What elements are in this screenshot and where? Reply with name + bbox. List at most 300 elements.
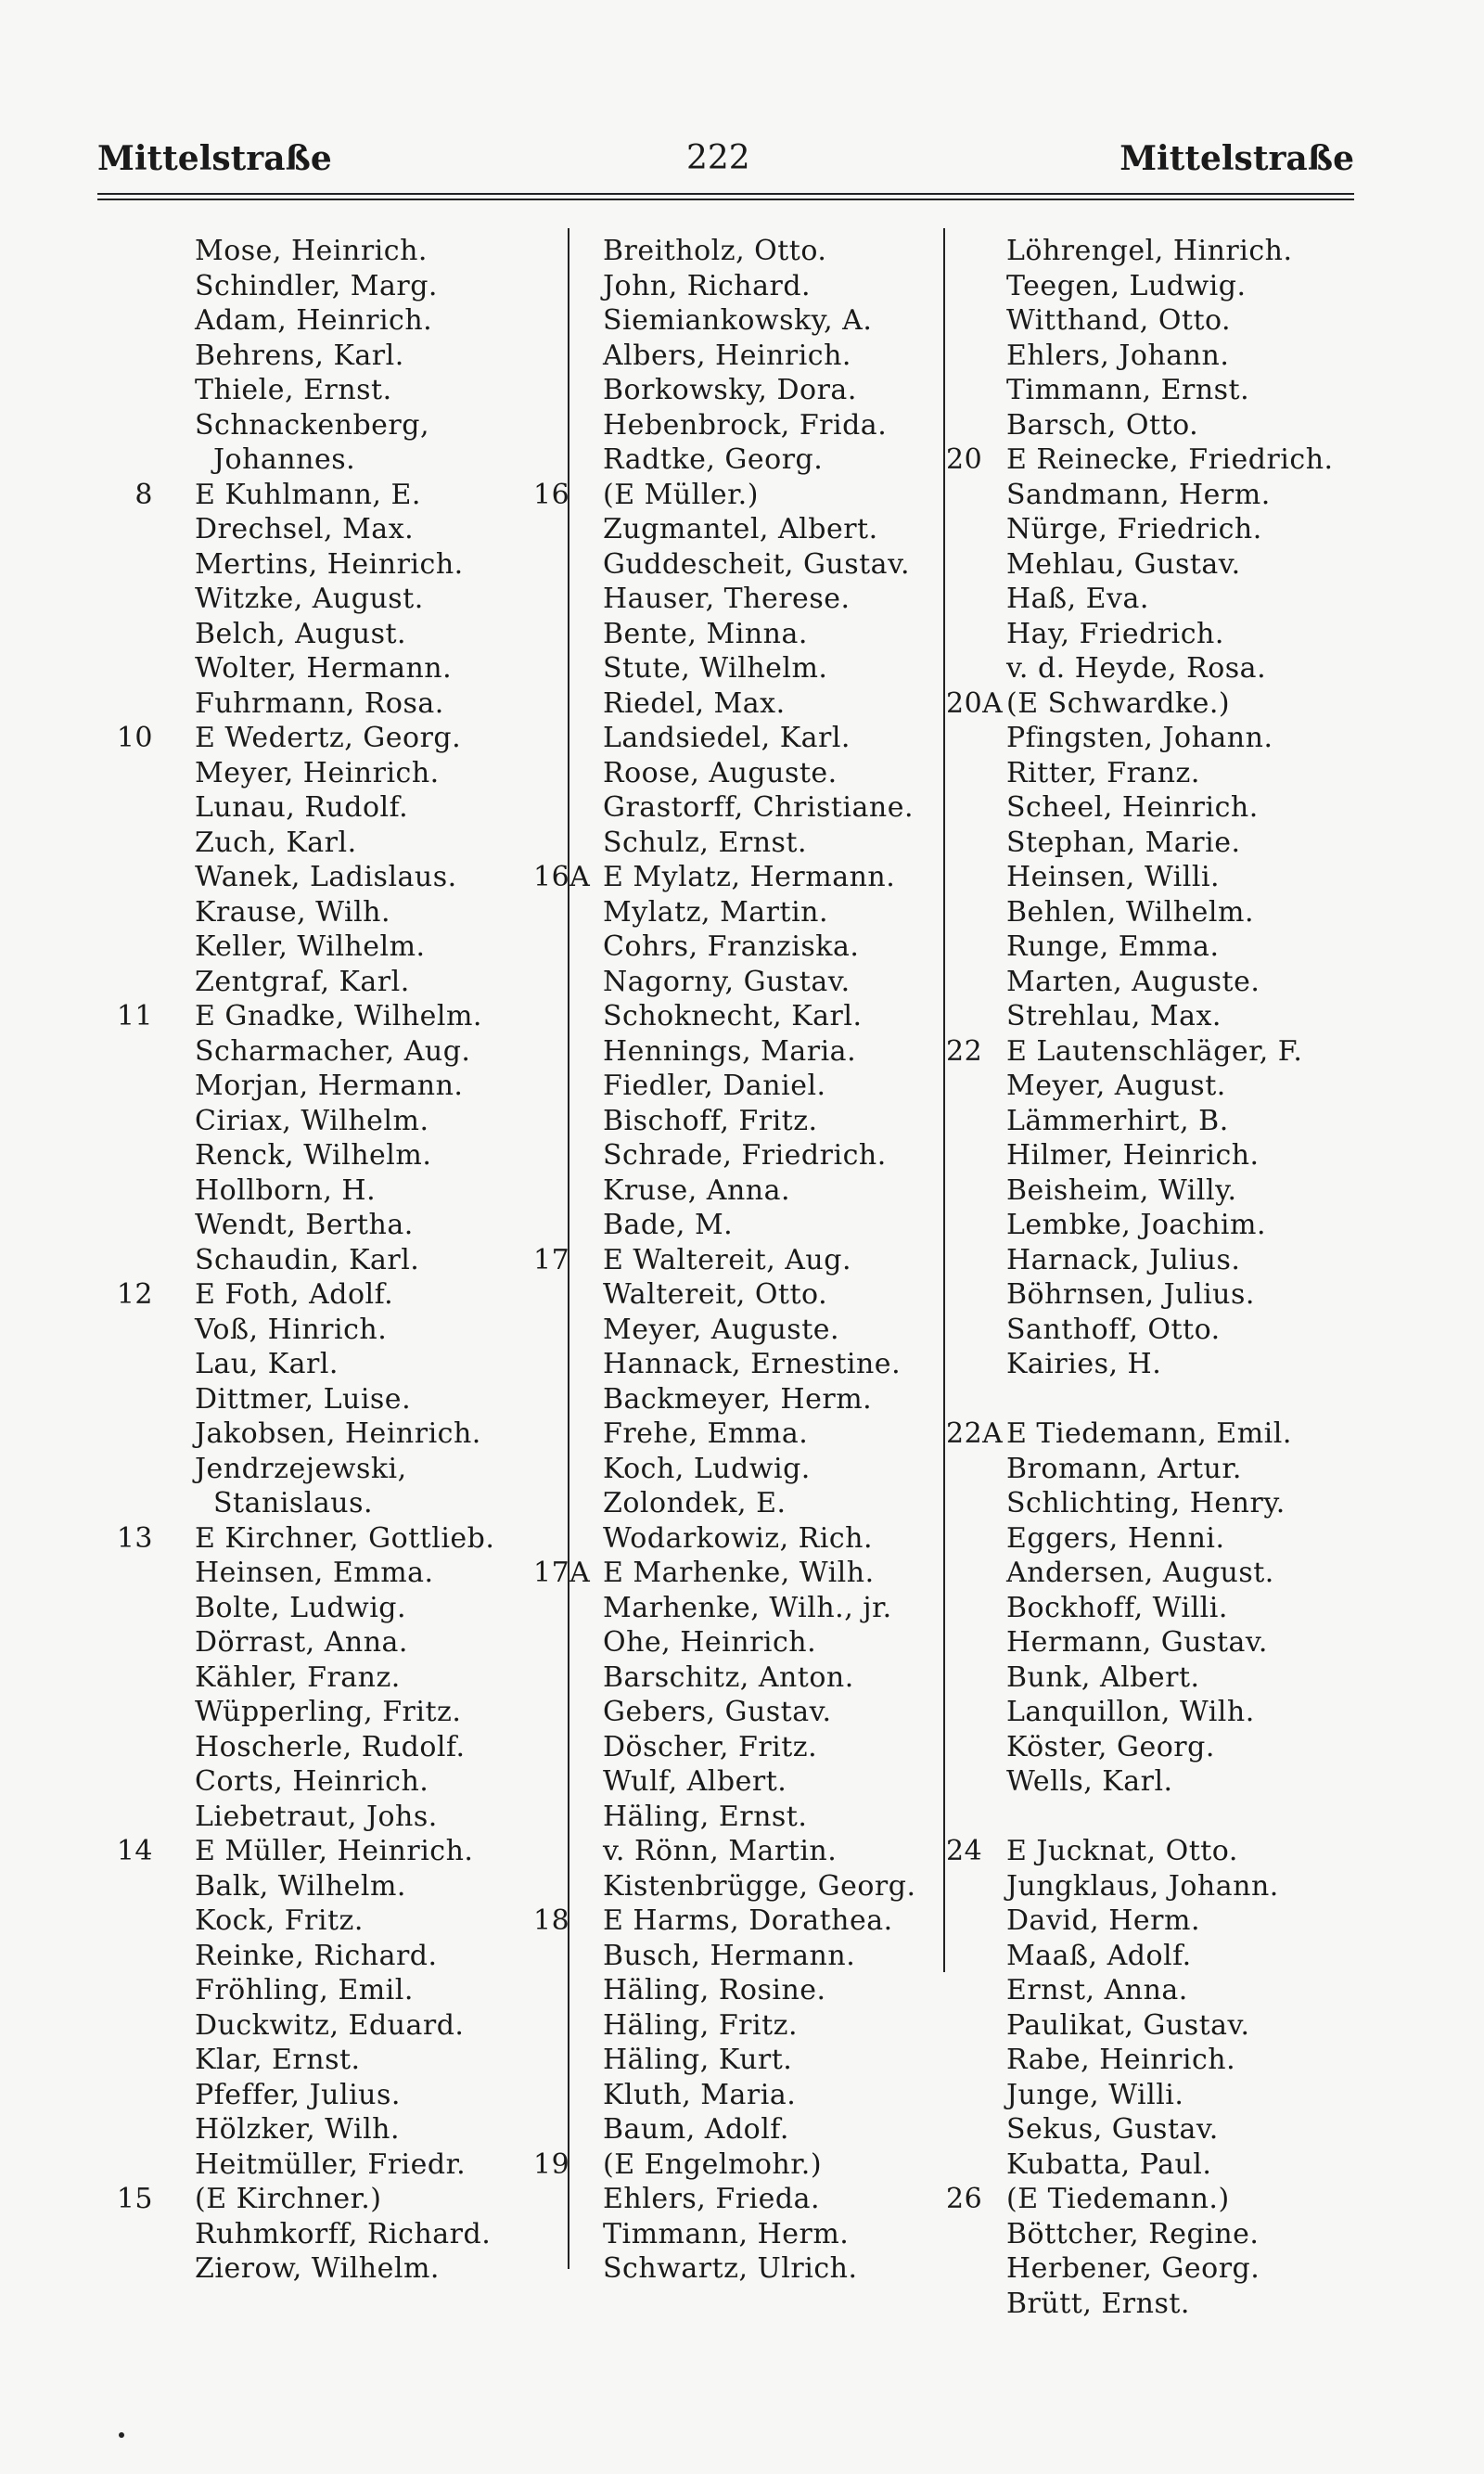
resident-name: Bockhoff, Willi. (1006, 1591, 1228, 1624)
directory-entry (946, 1173, 1410, 1209)
resident-name: Stute, Wilhelm. (603, 652, 828, 685)
resident-name: Hermann, Gustav. (1006, 1626, 1268, 1659)
directory-entry (93, 1660, 556, 1696)
resident-name: Böhrnsen, Julius. (1006, 1278, 1255, 1311)
resident-name: Bischoff, Fritz. (603, 1104, 818, 1137)
directory-entry (93, 756, 556, 791)
resident-name: Schindler, Marg. (195, 269, 438, 302)
directory-entry (946, 1138, 1410, 1173)
directory-entry (533, 826, 951, 861)
resident-name: Ciriax, Wilhelm. (195, 1104, 429, 1137)
directory-entry (93, 303, 556, 339)
resident-name: Marten, Auguste. (1006, 965, 1260, 998)
resident-name: Johannes. (213, 443, 356, 476)
resident-name: Ritter, Franz. (1006, 756, 1200, 789)
directory-entry (93, 1069, 556, 1104)
header-rule-bottom (97, 199, 1354, 200)
resident-name: Barsch, Otto. (1006, 408, 1199, 442)
resident-name: Lau, Karl. (195, 1348, 339, 1380)
resident-name: Wodarkowiz, Rich. (603, 1521, 874, 1555)
print-speck (119, 2432, 124, 2438)
directory-entry (946, 965, 1410, 1000)
resident-name: Zugmantel, Albert. (603, 513, 878, 545)
resident-name: (E Tiedemann.) (1006, 2183, 1230, 2215)
resident-name: Häling, Kurt. (603, 2044, 793, 2076)
resident-name: Grastorff, Christiane. (603, 791, 915, 824)
directory-entry (946, 478, 1410, 513)
directory-entry (946, 2147, 1410, 2183)
resident-name: Zuch, Karl. (195, 826, 357, 859)
resident-name: Runge, Emma. (1006, 930, 1220, 963)
directory-entry (533, 1764, 951, 1800)
directory-entry (533, 1173, 951, 1209)
resident-name: Dörrast, Anna. (195, 1626, 408, 1659)
directory-entry (533, 929, 951, 965)
directory-entry (946, 2182, 1410, 2217)
house-number: 22A (946, 1417, 1004, 1450)
directory-entry (946, 1660, 1410, 1696)
directory-entry (533, 2147, 951, 2183)
resident-name: E Harms, Dorathea. (603, 1904, 893, 1937)
directory-entry (533, 1104, 951, 1139)
directory-entry (93, 651, 556, 686)
resident-name: Belch, August. (195, 617, 407, 650)
resident-name: Sekus, Gustav. (1006, 2113, 1219, 2146)
directory-entry (93, 1382, 556, 1417)
resident-name: Kairies, H. (1006, 1348, 1162, 1380)
resident-name: Häling, Ernst. (603, 1800, 808, 1833)
directory-entry (946, 2112, 1410, 2147)
resident-name: Wüpperling, Fritz. (195, 1696, 462, 1728)
resident-name: Radtke, Georg. (603, 443, 824, 476)
directory-entry (93, 965, 556, 1000)
directory-entry (533, 1416, 951, 1452)
resident-name: E Jucknat, Otto. (1006, 1835, 1238, 1867)
directory-entry (533, 1556, 951, 1591)
resident-name: Hebenbrock, Frida. (603, 408, 888, 442)
header-rule-top (97, 193, 1354, 195)
resident-name: Hilmer, Heinrich. (1006, 1139, 1260, 1172)
directory-entry (946, 1625, 1410, 1660)
directory-entry (946, 2008, 1410, 2044)
directory-entry (533, 1069, 951, 1104)
resident-name: Santhoff, Otto. (1006, 1313, 1221, 1346)
directory-entry (533, 512, 951, 547)
directory-entry (946, 686, 1410, 722)
resident-name: Hay, Friedrich. (1006, 617, 1224, 650)
resident-name: Teegen, Ludwig. (1006, 269, 1247, 302)
directory-entry (533, 1904, 951, 1939)
directory-entry (533, 1834, 951, 1869)
directory-entry (93, 790, 556, 826)
resident-name: Ehlers, Johann. (1006, 339, 1230, 372)
directory-entry (946, 999, 1410, 1034)
directory-entry (533, 2078, 951, 2113)
resident-name: Roose, Auguste. (603, 756, 838, 789)
resident-name: Brütt, Ernst. (1006, 2287, 1190, 2320)
directory-entry (533, 999, 951, 1034)
resident-name: Herbener, Georg. (1006, 2252, 1260, 2285)
resident-name: E Lautenschläger, F. (1006, 1034, 1303, 1068)
directory-entry (93, 1625, 556, 1660)
resident-name: David, Herm. (1006, 1904, 1200, 1937)
directory-entry (533, 1521, 951, 1557)
directory-entry (946, 1904, 1410, 1939)
directory-entry (533, 756, 951, 791)
resident-name: (E Schwardke.) (1006, 686, 1231, 720)
directory-entry (533, 2008, 951, 2044)
resident-name: Jungklaus, Johann. (1006, 1869, 1279, 1903)
resident-name: Lembke, Joachim. (1006, 1209, 1267, 1241)
directory-entry (946, 512, 1410, 547)
directory-entry (946, 234, 1410, 269)
directory-entry (946, 1764, 1410, 1800)
directory-entry (533, 2251, 951, 2287)
directory-entry (946, 1313, 1410, 1348)
directory-entry (93, 442, 556, 478)
directory-entry (93, 2008, 556, 2044)
house-number: 16 (533, 478, 570, 511)
resident-name: Cohrs, Franziska. (603, 930, 860, 963)
directory-entry (946, 1695, 1410, 1730)
directory-entry (93, 860, 556, 895)
directory-entry (533, 1695, 951, 1730)
directory-entry (93, 1104, 556, 1139)
resident-name: Marhenke, Wilh., jr. (603, 1591, 892, 1624)
resident-name: Wells, Karl. (1006, 1765, 1173, 1798)
resident-name: Scheel, Heinrich. (1006, 791, 1259, 824)
directory-entry (93, 234, 556, 269)
resident-name: Jendrzejewski, (195, 1452, 407, 1485)
directory-entry (946, 1277, 1410, 1313)
resident-name: E Wedertz, Georg. (195, 722, 462, 754)
header-street-right: Mittelstraße (1119, 139, 1354, 178)
resident-name: Mertins, Heinrich. (195, 547, 464, 581)
resident-name: Bade, M. (603, 1209, 734, 1241)
directory-entry (93, 999, 556, 1034)
house-number: 13 (116, 1521, 153, 1555)
directory-entry (93, 1591, 556, 1626)
resident-name: Zentgraf, Karl. (195, 965, 410, 998)
directory-entry (946, 547, 1410, 583)
resident-name: Behlen, Wilhelm. (1006, 895, 1255, 929)
directory-entry (93, 2182, 556, 2217)
resident-name: Zierow, Wilhelm. (195, 2252, 440, 2285)
resident-name: Strehlau, Max. (1006, 1000, 1222, 1032)
directory-entry (93, 2217, 556, 2252)
resident-name: Schwartz, Ulrich. (603, 2252, 858, 2285)
resident-name: Hölzker, Wilh. (195, 2113, 401, 2146)
resident-name: Dittmer, Luise. (195, 1382, 412, 1416)
directory-entry (946, 1347, 1410, 1382)
directory-entry (93, 2043, 556, 2078)
header-street-left: Mittelstraße (97, 139, 332, 178)
directory-entry (946, 1834, 1410, 1869)
directory-entry (533, 617, 951, 652)
resident-name: Fuhrmann, Rosa. (195, 686, 444, 720)
directory-entry (946, 408, 1410, 443)
resident-name: Krause, Wilh. (195, 895, 391, 929)
directory-entry (533, 895, 951, 930)
resident-name: Löhrengel, Hinrich. (1006, 235, 1293, 267)
directory-entry (93, 826, 556, 861)
resident-name: Gebers, Gustav. (603, 1696, 832, 1728)
directory-entry (533, 339, 951, 374)
column-2 (533, 234, 951, 2287)
directory-entry (533, 442, 951, 478)
resident-name: Kähler, Franz. (195, 1660, 401, 1694)
resident-name: Schlichting, Henry. (1006, 1487, 1286, 1519)
resident-name: E Foth, Adolf. (195, 1278, 394, 1311)
directory-entry (533, 1138, 951, 1173)
resident-name: Beisheim, Willy. (1006, 1173, 1237, 1207)
resident-name: Borkowsky, Dora. (603, 374, 857, 406)
resident-name: Jakobsen, Heinrich. (195, 1417, 481, 1450)
directory-entry (533, 1730, 951, 1765)
directory-entry (93, 2251, 556, 2287)
resident-name: Kubatta, Paul. (1006, 2147, 1212, 2181)
directory-entry (946, 617, 1410, 652)
resident-name: Wolter, Hermann. (195, 652, 453, 685)
directory-entry (93, 2078, 556, 2113)
house-number: 10 (116, 722, 153, 754)
directory-entry (93, 1034, 556, 1070)
resident-name: Hennings, Maria. (603, 1034, 857, 1068)
house-number: 19 (533, 2147, 570, 2181)
directory-entry (946, 1556, 1410, 1591)
resident-name: Pfeffer, Julius. (195, 2078, 401, 2111)
resident-name: Guddescheit, Gustav. (603, 547, 910, 581)
directory-entry (533, 234, 951, 269)
directory-entry (93, 721, 556, 756)
house-number: 18 (533, 1904, 570, 1937)
resident-name: Wulf, Albert. (603, 1765, 787, 1798)
resident-name: Maaß, Adolf. (1006, 1939, 1192, 1972)
resident-name: Döscher, Fritz. (603, 1730, 818, 1763)
resident-name: Stephan, Marie. (1006, 826, 1241, 859)
resident-name: Mylatz, Martin. (603, 895, 829, 929)
directory-entry (93, 1730, 556, 1765)
directory-entry (93, 478, 556, 513)
resident-name: Schrade, Friedrich. (603, 1139, 887, 1172)
directory-entry (946, 1486, 1410, 1521)
directory-entry (533, 721, 951, 756)
resident-name: Kistenbrügge, Georg. (603, 1869, 916, 1903)
directory-entry (93, 686, 556, 722)
directory-entry (93, 582, 556, 617)
resident-name: Baum, Adolf. (603, 2113, 789, 2146)
house-number: 11 (116, 1000, 153, 1032)
resident-name: Bunk, Albert. (1006, 1660, 1200, 1694)
directory-entry (946, 895, 1410, 930)
column-1 (93, 234, 556, 2287)
resident-name: Ernst, Anna. (1006, 1974, 1188, 2006)
directory-entry (533, 651, 951, 686)
resident-name: Siemiankowsky, A. (603, 304, 873, 337)
resident-name: Mose, Heinrich. (195, 235, 428, 267)
resident-name: Kock, Fritz. (195, 1904, 364, 1937)
resident-name: Morjan, Hermann. (195, 1070, 464, 1102)
directory-entry (533, 860, 951, 895)
resident-name: Koch, Ludwig. (603, 1452, 811, 1485)
resident-name: Duckwitz, Eduard. (195, 2008, 465, 2042)
directory-entry (533, 1486, 951, 1521)
resident-name: Lanquillon, Wilh. (1006, 1696, 1255, 1728)
resident-name: Paulikat, Gustav. (1006, 2008, 1250, 2042)
resident-name: Timmann, Herm. (603, 2217, 850, 2250)
directory-entry (946, 2251, 1410, 2287)
directory-entry (93, 2112, 556, 2147)
directory-entry (93, 1347, 556, 1382)
resident-name: Ruhmkorff, Richard. (195, 2217, 492, 2250)
resident-name: E Mylatz, Hermann. (603, 861, 896, 893)
directory-entry (946, 651, 1410, 686)
resident-name: Scharmacher, Aug. (195, 1034, 471, 1068)
directory-entry (93, 1869, 556, 1904)
directory-entry (946, 2043, 1410, 2078)
resident-name: Heitmüller, Friedr. (195, 2147, 467, 2181)
directory-entry (93, 1313, 556, 1348)
directory-entry (533, 1243, 951, 1278)
resident-name: Kruse, Anna. (603, 1173, 791, 1207)
resident-name: Fröhling, Emil. (195, 1974, 414, 2006)
directory-entry (93, 1521, 556, 1557)
directory-entry (946, 373, 1410, 408)
resident-name: Wanek, Ladislaus. (195, 861, 457, 893)
resident-name: Backmeyer, Herm. (603, 1382, 873, 1416)
resident-name: Liebetraut, Johs. (195, 1800, 438, 1833)
resident-name: Lunau, Rudolf. (195, 791, 409, 824)
resident-name: Sandmann, Herm. (1006, 478, 1271, 511)
resident-name: Ehlers, Frieda. (603, 2183, 821, 2215)
directory-entry (946, 1730, 1410, 1765)
resident-name: E Waltereit, Aug. (603, 1243, 851, 1276)
directory-entry (946, 1591, 1410, 1626)
directory-entry (533, 1347, 951, 1382)
directory-entry (946, 860, 1410, 895)
resident-name: Schnackenberg, (195, 408, 429, 442)
resident-name: Reinke, Richard. (195, 1939, 438, 1972)
resident-name: (E Kirchner.) (195, 2183, 382, 2215)
house-number: 17A (533, 1557, 591, 1589)
directory-entry (946, 582, 1410, 617)
directory-entry (533, 1800, 951, 1835)
directory-entry (533, 790, 951, 826)
directory-entry (533, 1452, 951, 1487)
resident-name: Mehlau, Gustav. (1006, 547, 1241, 581)
resident-name: E Kirchner, Gottlieb. (195, 1521, 495, 1555)
directory-entry (93, 1138, 556, 1173)
resident-name: Wendt, Bertha. (195, 1209, 414, 1241)
resident-name: E Müller, Heinrich. (195, 1835, 474, 1867)
resident-name: Behrens, Karl. (195, 339, 404, 372)
directory-entry (533, 303, 951, 339)
directory-entry (533, 582, 951, 617)
resident-name: Riedel, Max. (603, 686, 786, 720)
directory-entry (946, 2217, 1410, 2252)
resident-name: John, Richard. (603, 269, 812, 302)
resident-name: Nagorny, Gustav. (603, 965, 851, 998)
directory-entry (946, 1452, 1410, 1487)
directory-entry (946, 1973, 1410, 2008)
resident-name: Adam, Heinrich. (195, 304, 433, 337)
directory-entry (93, 1800, 556, 1835)
resident-name: (E Engelmohr.) (603, 2147, 823, 2181)
directory-entry (93, 1243, 556, 1278)
directory-entry (533, 1277, 951, 1313)
directory-entry (946, 790, 1410, 826)
resident-name: Breitholz, Otto. (603, 235, 827, 267)
resident-name: Drechsel, Max. (195, 513, 415, 545)
resident-name: Voß, Hinrich. (195, 1313, 388, 1346)
resident-name: Stanislaus. (213, 1487, 374, 1519)
resident-name: Witzke, August. (195, 583, 424, 615)
resident-name: Nürge, Friedrich. (1006, 513, 1262, 545)
directory-entry (946, 1869, 1410, 1904)
resident-name: Kluth, Maria. (603, 2078, 797, 2111)
resident-name: Meyer, August. (1006, 1070, 1226, 1102)
resident-name: Hollborn, H. (195, 1173, 377, 1207)
resident-name: v. d. Heyde, Rosa. (1006, 652, 1267, 685)
directory-entry (533, 965, 951, 1000)
directory-entry (533, 2043, 951, 2078)
directory-entry (93, 617, 556, 652)
directory-entry (533, 2112, 951, 2147)
directory-entry (93, 373, 556, 408)
directory-entry (93, 929, 556, 965)
resident-name: Witthand, Otto. (1006, 304, 1232, 337)
directory-entry (946, 303, 1410, 339)
directory-entry (93, 1556, 556, 1591)
resident-name: Keller, Wilhelm. (195, 930, 426, 963)
column-3 (946, 234, 1410, 2321)
directory-entry (93, 339, 556, 374)
directory-entry (533, 1208, 951, 1243)
directory-entry (946, 1416, 1410, 1452)
resident-name: Ohe, Heinrich. (603, 1626, 817, 1659)
directory-entry (533, 1973, 951, 2008)
resident-name: Klar, Ernst. (195, 2044, 361, 2076)
directory-entry (533, 1625, 951, 1660)
directory-entry (533, 269, 951, 304)
resident-name: Corts, Heinrich. (195, 1765, 429, 1798)
resident-name: Schoknecht, Karl. (603, 1000, 863, 1032)
directory-entry (93, 1486, 556, 1521)
house-number: 12 (116, 1278, 153, 1311)
resident-name: Pfingsten, Johann. (1006, 722, 1273, 754)
resident-name: Rabe, Heinrich. (1006, 2044, 1236, 2076)
directory-entry (946, 269, 1410, 304)
resident-name: Heinsen, Emma. (195, 1557, 434, 1589)
directory-entry (533, 478, 951, 513)
directory-entry (946, 2078, 1410, 2113)
directory-entry (533, 1660, 951, 1696)
directory-entry (946, 2287, 1410, 2322)
resident-name: Bente, Minna. (603, 617, 808, 650)
resident-name: Renck, Wilhelm. (195, 1139, 432, 1172)
resident-name: Fiedler, Daniel. (603, 1070, 826, 1102)
directory-entry (533, 1034, 951, 1070)
house-number: 20 (946, 443, 983, 476)
house-number: 14 (116, 1835, 153, 1867)
resident-name: Timmann, Ernst. (1006, 374, 1250, 406)
directory-entry (946, 1104, 1410, 1139)
resident-name: Hoscherle, Rudolf. (195, 1730, 466, 1763)
house-number: 20A (946, 686, 1004, 720)
directory-entry (946, 1034, 1410, 1070)
directory-entry (533, 1382, 951, 1417)
directory-entry (93, 269, 556, 304)
